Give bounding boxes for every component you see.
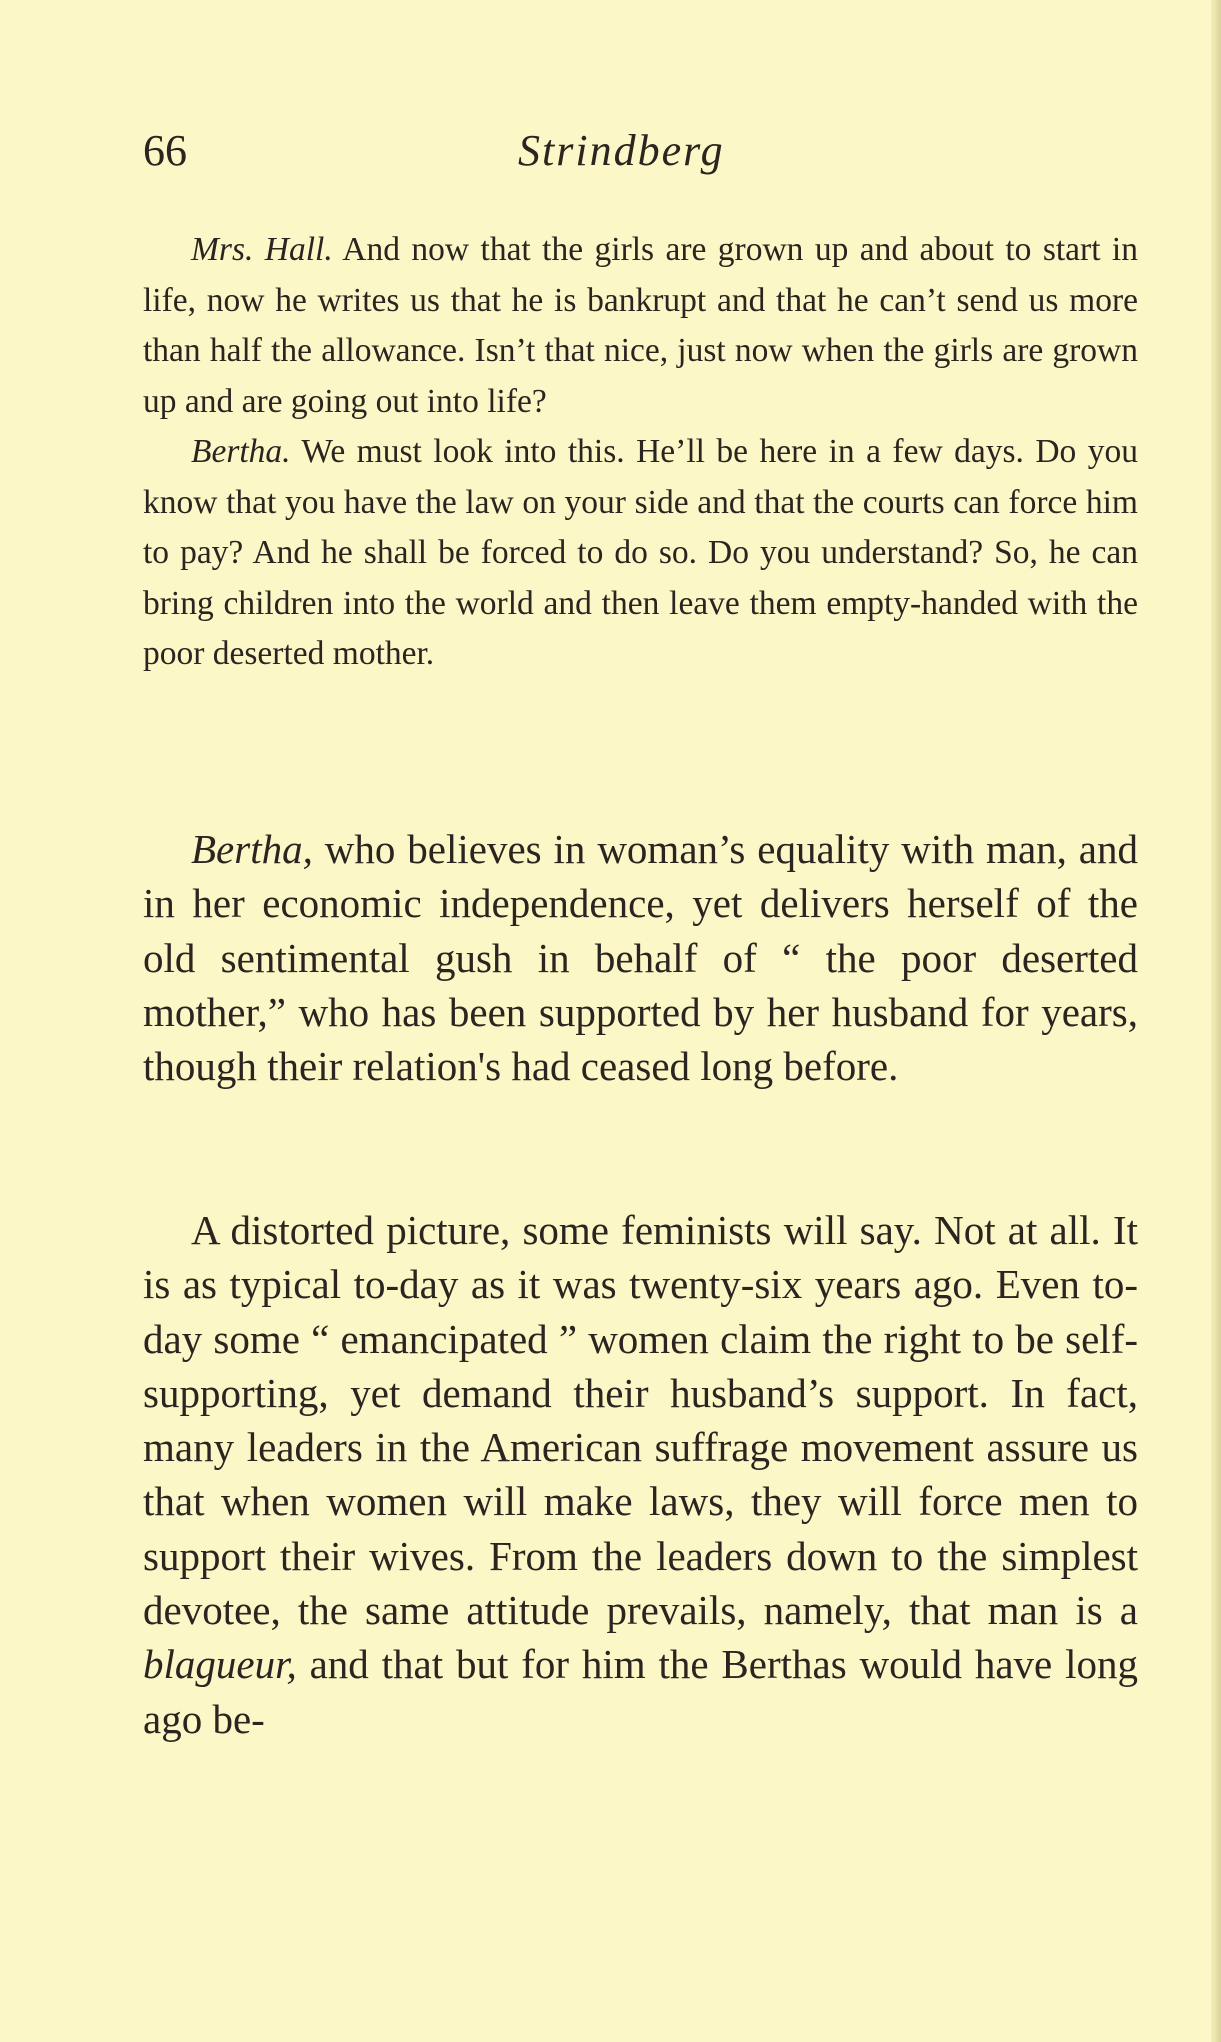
paragraph-text: [143, 1203, 1138, 1746]
page-number: 66: [143, 126, 187, 175]
page-header: [143, 125, 1138, 185]
dialogue-text: We must look into this. He’ll be here in a few days. Do you know that you have the law on your side and that the courts can force him to pay? And he shall be forced to do so. Do you understand? So, he can bring children into the world and then leave them empty-handed with the poor deserted mother.: [143, 433, 1138, 672]
dialogue-line: [143, 225, 1138, 427]
speaker-name: Bertha.: [191, 433, 291, 470]
running-head: Strindberg: [518, 126, 725, 175]
paragraph-body: A distorted picture, some feminists will say. Not at all. It is as typical to-day as it was twenty-six years ago. Even to-day some “ emancipated ” women claim the right to be self-supporting, yet demand their husband’s support. In fact, many leaders in the American suffrage movement assure us that when women will make laws, they will force men to support their wives. From the leaders down to the simplest devotee, the same attitude prevails, namely, that man is a: [143, 1207, 1138, 1634]
speaker-name: Mrs. Hall.: [191, 231, 333, 268]
dialogue-text: And now that the girls are grown up and about to start in life, now he writes us that he is bankrupt and that he can’t send us more than half the allowance. Isn’t that nice, just now when the girls are grown up and are going out into life?: [143, 231, 1138, 420]
paragraph-body: who believes in woman’s equality with man, and in her economic independence, yet delivers herself of the old sentimental gush in behalf of “ the poor deserted mother,” who has been supported by her husband for years, though their relation's had ceased long before.: [143, 826, 1138, 1090]
paragraph-text: [143, 822, 1138, 1093]
dialogue-block: [143, 225, 1138, 680]
emphasized-word: blagueur,: [143, 1641, 297, 1688]
body-paragraph: [143, 1203, 1138, 1746]
paragraph-body: and that but for him the Berthas would have long ago be-: [143, 1641, 1138, 1742]
body-paragraph: [143, 822, 1138, 1093]
page-edge: [1211, 0, 1221, 2042]
dialogue-line: [143, 427, 1138, 680]
paragraph-lead: Bertha,: [191, 826, 313, 872]
